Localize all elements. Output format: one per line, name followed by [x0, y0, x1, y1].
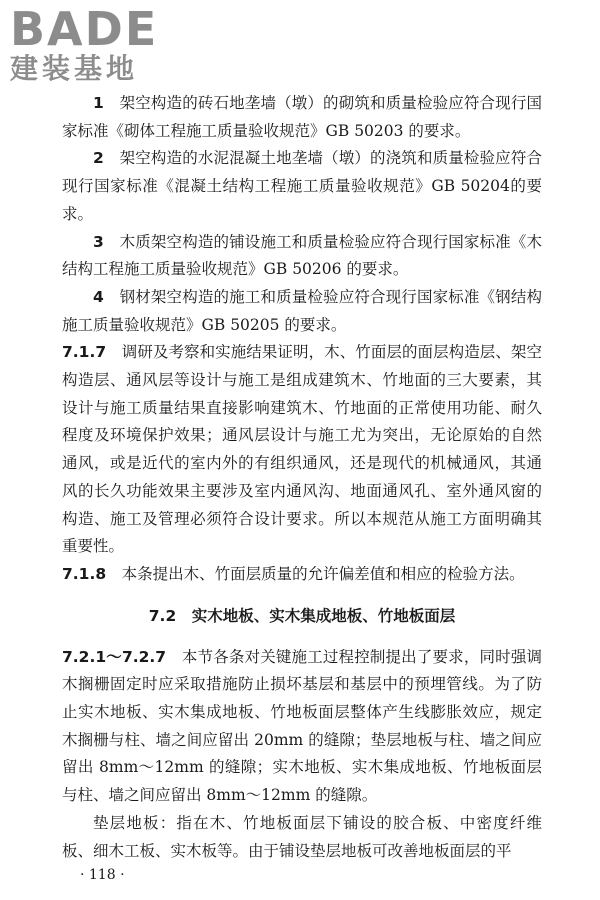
logo-subtitle: 建装基地	[10, 52, 139, 85]
page-body	[62, 90, 542, 883]
clause-paragraph	[62, 561, 542, 589]
item-text: 钢材架空构造的施工和质量检验应符合现行国家标准《钢结构施工质量验收规范》GB 50205 的要求。	[62, 287, 542, 334]
item-text: 木质架空构造的铺设施工和质量检验应符合现行国家标准《木结构工程施工质量验收规范》GB 50206 的要求。	[62, 232, 542, 279]
logo-brand: BADE	[10, 2, 159, 56]
item-text: 架空构造的砖石地垄墙（墩）的砌筑和质量检验应符合现行国家标准《砌体工程施工质量验收规范》GB 50203 的要求。	[62, 94, 542, 140]
clause-text: 本条提出木、竹面层质量的允许偏差值和相应的检验方法。	[121, 564, 525, 583]
page-number: · 118 ·	[80, 867, 125, 884]
clause-text: 调研及考察和实施结果证明，木、竹面层的面层构造层、架空构造层、通风层等设计与施工是组成建筑木、竹地面的三大要素，其设计与施工质量结果直接影响建筑木、竹地面的正常使用功能、耐久程度及环境保护效果；通风层设计与施工尤为突出，无论原始的自然通风，或是近代的室内外的有组织通风，还是现代的机械通风，其通风的长久功能效果主要涉及室内通风沟、地面通风孔、室外通风窗的构造、施工及管理必须符合设计要求。所以本规范从施工方面明确其重要性。	[62, 343, 542, 556]
item-number: 3	[93, 232, 104, 251]
list-item	[62, 284, 542, 339]
clause-number: 7.1.8	[62, 564, 107, 583]
body-paragraph: 垫层地板：指在木、竹地板面层下铺设的胶合板、中密度纤维板、细木工板、实木板等。由于铺设垫层地板可改善地板面层的平	[62, 813, 542, 860]
clause-number: 7.1.7	[62, 343, 107, 362]
section-heading: 7.2 实木地板、实木集成地板、竹地板面层	[148, 606, 456, 625]
list-item	[62, 90, 542, 145]
logo	[10, 2, 180, 86]
item-number: 2	[93, 149, 104, 168]
clause-paragraph	[62, 339, 542, 561]
clause-text: 本节各条对关键施工过程控制提出了要求，同时强调木搁栅固定时应采取措施防止损坏基层和基层中的预埋管线。为了防止实木地板、实木集成地板、竹地板面层整体产生线膨胀效应，规定木搁栅与柱、墙之间应留出 20mm 的缝隙；垫层地板与柱、墙之间应留出 8mm～12mm 的缝隙；实木地板、实木集成地板、竹地板面层与柱、墙之间应留出 8mm～12mm 的缝隙。	[62, 647, 542, 805]
list-item	[62, 229, 542, 284]
item-number: 4	[93, 287, 104, 306]
clause-paragraph	[62, 644, 542, 810]
clause-number: 7.2.1～7.2.7	[62, 647, 167, 666]
item-number: 1	[93, 94, 104, 112]
item-text: 架空构造的水泥混凝土地垄墙（墩）的浇筑和质量检验应符合现行国家标准《混凝土结构工程施工质量验收规范》GB 50204的要求。	[62, 149, 542, 223]
list-item	[62, 145, 542, 228]
